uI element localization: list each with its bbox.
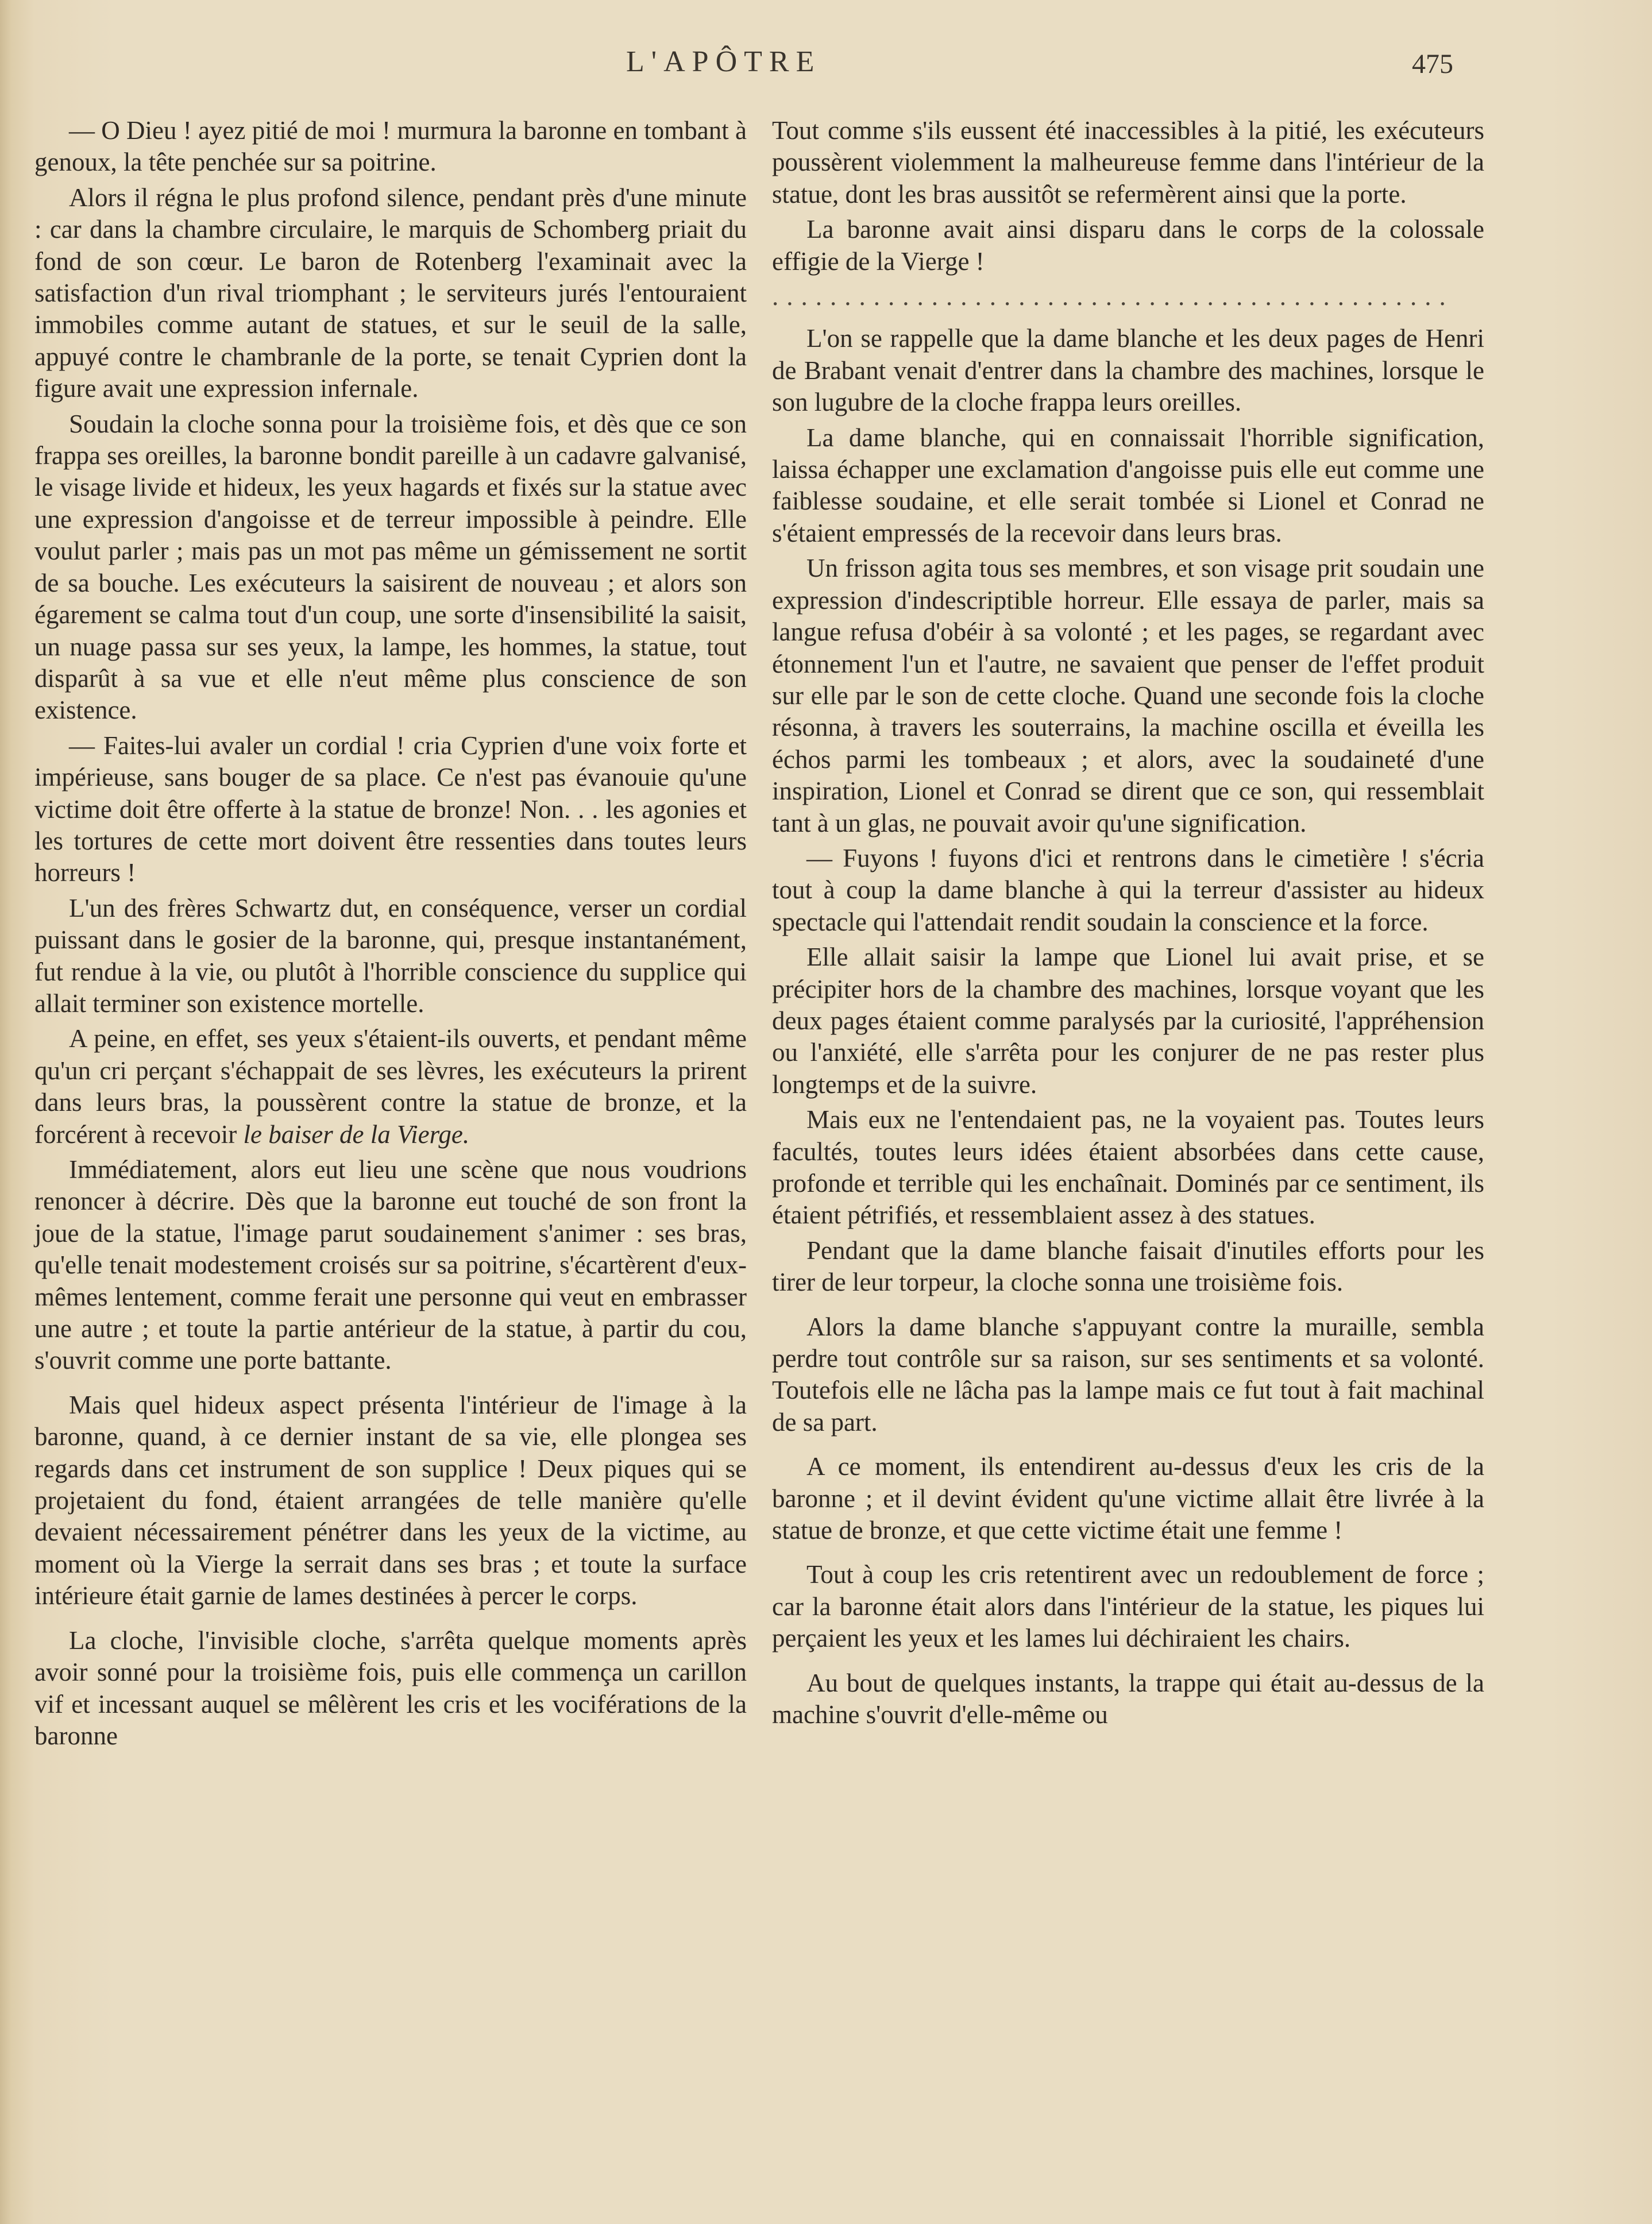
paragraph: La dame blanche, qui en connaissait l'horrible signification, laissa échapper une exclamation d'angoisse puis elle eut comme une faiblesse soudaine, et elle serait tombée si Lionel et Conrad ne s'étaient empressés de la recevoir dans leurs bras. bbox=[772, 423, 1484, 547]
paragraph: Soudain la cloche sonna pour la troisième fois, et dès que ce son frappa ses oreilles, la baronne bondit pareille à un cadavre galvanisé, le visage livide et hideux, les yeux hagards et fixés sur la statue avec une expression d'angoisse et de terreur impossible à peindre. Elle voulut parler ; mais pas un mot pas même un gémissement ne sortit de sa bouche. Les exécuteurs la saisirent de nouveau ; et alors son égarement se calma tout d'un coup, une sorte d'insensibilité la saisit, un nuage passa sur ses yeux, la lampe, les hommes, la statue, tout disparût à sa vue et elle n'eut même plus conscience de son existence. bbox=[34, 409, 747, 725]
running-title: L'APÔTRE bbox=[626, 45, 821, 78]
paragraph: Alors la dame blanche s'appuyant contre la muraille, sembla perdre tout contrôle sur sa raison, sur ses sentiments et sa volonté. Toutefois elle ne lâcha pas la lampe mais ce fut tout à fait machinal de sa part. bbox=[772, 1312, 1484, 1437]
paragraph: Mais quel hideux aspect présenta l'intérieur de l'image à la baronne, quand, à ce dernier instant de sa vie, elle plongea ses regards dans cet instrument de son supplice ! Deux piques qui se projetaient du fond, étaient arrangées de telle manière qu'elle devaient nécessairement pénétrer dans les yeux de la victime, au moment où la Vierge la serrait dans ses bras ; et toute la surface intérieure était garnie de lames destinées à percer le corps. bbox=[34, 1390, 747, 1611]
paragraph: Au bout de quelques instants, la trappe qui était au-dessus de la machine s'ouvrit d'elle-même ou bbox=[772, 1668, 1484, 1729]
paragraph: Pendant que la dame blanche faisait d'inutiles efforts pour les tirer de leur torpeur, la cloche sonna une troisième fois. bbox=[772, 1235, 1484, 1297]
left-column bbox=[34, 115, 747, 1755]
paragraph: — O Dieu ! ayez pitié de moi ! murmura la baronne en tombant à genoux, la tête penchée sur sa poitrine. bbox=[34, 116, 747, 177]
page-header bbox=[0, 40, 1652, 92]
paragraph: L'un des frères Schwartz dut, en conséquence, verser un cordial puissant dans le gosier de la baronne, qui, presque instantanément, fut rendue à la vie, ou plutôt à l'horrible conscience du supplice qui allait terminer son existence mortelle. bbox=[34, 893, 747, 1018]
italic-phrase: le baiser de la Vierge. bbox=[243, 1119, 470, 1149]
paragraph: — Faites-lui avaler un cordial ! cria Cyprien d'une voix forte et impérieuse, sans bouger de sa place. Ce n'est pas évanouie qu'une victime doit être offerte à la statue de bronze! Non. . . les agonies et les tortures de cette mort doivent être ressenties dans toutes leurs horreurs ! bbox=[34, 731, 747, 887]
paragraph: Alors il régna le plus profond silence, pendant près d'une minute : car dans la chambre circulaire, le marquis de Schomberg priait du fond de son cœur. Le baron de Rotenberg l'examinait avec la satisfaction d'un rival triomphant ; le serviteurs jurés l'entouraient immobiles comme autant de statues, et sur le seuil de la salle, appuyé contre le chambranle de la porte, se tenait Cyprien dont la figure avait une expression infernale. bbox=[34, 183, 747, 403]
paragraph: — Fuyons ! fuyons d'ici et rentrons dans le cimetière ! s'écria tout à coup la dame blanche à qui la terreur d'assister au hideux spectacle qui l'attendait rendit soudain la conscience et la force. bbox=[772, 843, 1484, 936]
paragraph: Mais eux ne l'entendaient pas, ne la voyaient pas. Toutes leurs facultés, toutes leurs idées étaient absorbées dans cette cause, profonde et terrible qui les enchaînait. Dominés par ce sentiment, ils étaient pétrifiés, et ressemblaient assez à des statues. bbox=[772, 1105, 1484, 1230]
right-column bbox=[772, 115, 1484, 1735]
section-separator: ............................................... bbox=[772, 282, 1454, 311]
paragraph-text: A peine, en effet, ses yeux s'étaient-ils ouverts, et pendant même qu'un cri perçant s'échappait de ses lèvres, les exécuteurs la prirent dans leurs bras, la poussèrent contre la statue de bronze, et la forcérent à recevoir bbox=[34, 1024, 747, 1149]
paragraph: Tout comme s'ils eussent été inaccessibles à la pitié, les exécuteurs poussèrent violemment la malheureuse femme dans l'intérieur de la statue, dont les bras aussitôt se refermèrent ainsi que la porte. bbox=[772, 116, 1484, 208]
paragraph: La baronne avait ainsi disparu dans le corps de la colossale effigie de la Vierge ! bbox=[772, 215, 1484, 276]
paragraph: L'on se rappelle que la dame blanche et les deux pages de Henri de Brabant venait d'entrer dans la chambre des machines, lorsque le son lugubre de la cloche frappa leurs oreilles. bbox=[772, 324, 1484, 417]
paragraph: A ce moment, ils entendirent au-dessus d'eux les cris de la baronne ; et il devint évident qu'une victime allait être livrée à la statue de bronze, et que cette victime était une femme ! bbox=[772, 1452, 1484, 1545]
paragraph: La cloche, l'invisible cloche, s'arrêta quelque moments après avoir sonné pour la troisième fois, puis elle commença un carillon vif et incessant auquel se mêlèrent les cris et les vociférations de la baronne bbox=[34, 1625, 747, 1750]
paragraph bbox=[34, 1023, 747, 1150]
paragraph: Elle allait saisir la lampe que Lionel lui avait prise, et se précipiter hors de la chambre des machines, lorsque voyant que les deux pages étaient comme paralysés par la curiosité, l'appréhension ou l'anxiété, elle s'arrêta pour les conjurer de ne pas rester plus longtemps et de la suivre. bbox=[772, 943, 1484, 1099]
paragraph: Tout à coup les cris retentirent avec un redoublement de force ; car la baronne était alors dans l'intérieur de la statue, les piques lui perçaient les yeux et les lames lui déchiraient les chairs. bbox=[772, 1560, 1484, 1653]
page-number: 475 bbox=[1412, 49, 1453, 79]
paragraph: Immédiatement, alors eut lieu une scène que nous voudrions renoncer à décrire. Dès que la baronne eut touché de son front la joue de la statue, l'image parut soudainement s'animer : ses bras, qu'elle tenait modestement croisés sur sa poitrine, s'écartèrent d'eux-mêmes lentement, comme ferait une personne qui veut en embrasser une autre ; et toute la partie antérieur de la statue, à partir du cou, s'ouvrit comme une porte battante. bbox=[34, 1155, 747, 1375]
paragraph: Un frisson agita tous ses membres, et son visage prit soudain une expression d'indescriptible horreur. Elle essaya de parler, mais sa langue refusa d'obéir à sa volonté ; et les pages, se regardant avec étonnement l'un et l'autre, ne savaient que penser de l'effet produit sur elle par le son de cette cloche. Quand une seconde fois la cloche résonna, à travers les souterrains, la machine oscilla et éveilla les échos parmi les tombeaux ; et alors, avec la soudaineté d'une inspiration, Lionel et Conrad se dirent que ce son, qui ressemblait tant à un glas, ne pouvait avoir qu'une signification. bbox=[772, 554, 1484, 837]
